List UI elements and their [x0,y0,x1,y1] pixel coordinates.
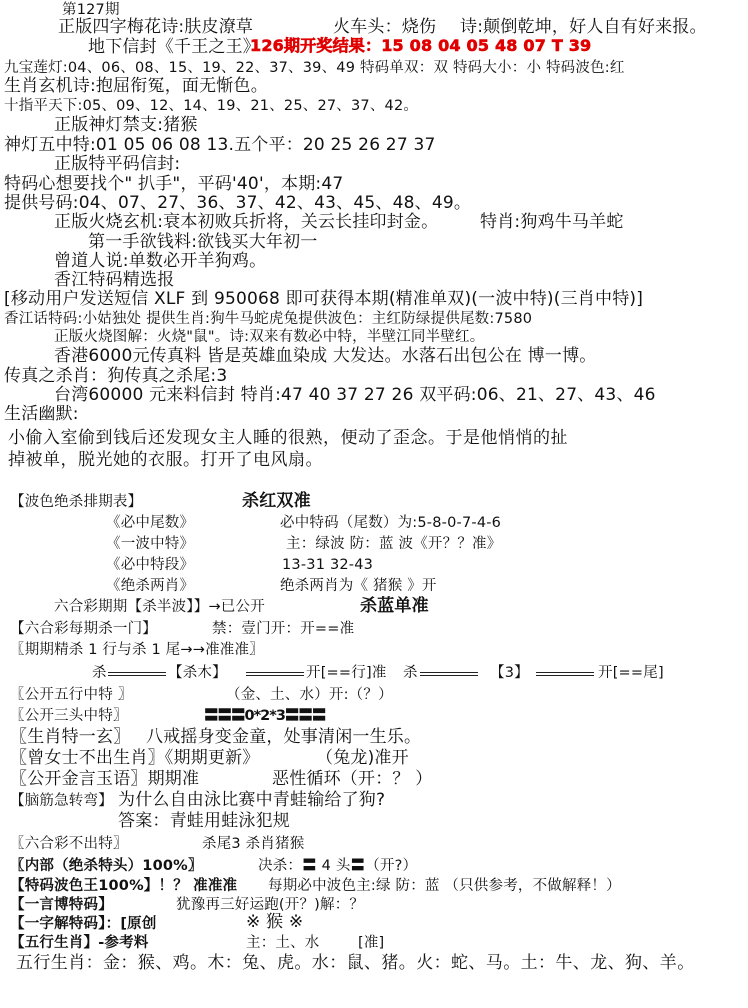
five-elements-value: （金、土、水）开:（？） [226,687,393,703]
poem-line: 诗:颠倒乾坤，好人自有好来报。 [460,17,707,37]
ten-fingers-line: 十指平天下:05、09、12、14、19、21、25、27、37、42。 [4,98,419,114]
humor-title: 生活幽默: [4,404,79,424]
five-elements-label: 〖公开五行中特 〗 [10,687,133,703]
plum-poem: 正版四字梅花诗:肤皮潦草 [58,17,254,37]
kill-one-door-label: 【六合彩每期杀一门】 [10,621,157,637]
kill-blue-single: 杀蓝单准 [360,596,429,616]
brain-teaser-answer: 答案：青蛙用蛙泳犯规 [118,811,290,831]
sms-promo: [移动用户发送短信 XLF 到 950068 即可获得本期(精准单双)(一波中特)(三肖中特)] [4,289,644,309]
five-zodiac-accurate: [准] [358,935,385,951]
kill-two-label: 《绝杀两肖》 [106,578,195,594]
one-word-bet-label: 【一言博特码】 [10,897,113,913]
half-wave-line: 六合彩期期【杀半波】】→已公开 [54,599,265,615]
humor-story-line1: 小偷入室偷到钱后还发现女主人睡的很熟，便动了歪念。于是他悄悄的扯 [8,428,568,448]
wave-king-value: 每期必中波色主:绿 防：蓝 （只供参考，不做解释！） [268,878,621,894]
double-rule [420,672,478,676]
five-zodiac-label: 【五行生肖】-参考料 [10,935,149,951]
lamp-forbidden: 正版神灯禁支:猪猴 [54,115,198,135]
lamp-five-special: 神灯五中特:01 05 06 08 13.五个平：20 25 26 27 37 [4,135,436,155]
provided-numbers: 提供号码:04、07、27、36、37、42、43、45、48、49。 [4,193,472,213]
inner-kill-label: 〖内部（绝杀特头）100%〗 [10,858,203,874]
fax-kill: 传真之杀肖：狗传真之杀尾:3 [4,366,228,386]
one-char-value: ※ 猴 ※ [246,912,304,932]
double-rule [536,672,594,676]
lotus-lamp-line: 九宝莲灯:04、06、08、15、19、22、37、39、49 特码单双：双 特码大小：小 特码波色:红 [4,60,625,76]
one-wave-value: 主：绿波 防：蓝 波《开？？准》 [286,536,502,552]
one-wave-label: 《一波中特》 [106,536,195,552]
special-zodiac: 特肖:狗鸡牛马羊蛇 [480,212,624,232]
golden-words-value: 恶性循环（开：？ ） [272,769,433,789]
hongkong-talk: 香江话特码:小姑独处 提供生肖:狗牛马蛇虎兔提供波色：主红防绿提供尾数:7580 [4,311,533,327]
first-hand-material: 第一手欲钱料:欲钱买大年初一 [88,232,318,252]
one-word-bet-value: 犹豫再三好运跑(开？)解：？ [176,897,365,913]
taiwan-envelope: 台湾60000 元来料信封 特肖:47 40 37 27 26 双平码:06、21、27、43、46 [54,385,656,405]
double-rule [108,672,166,676]
inner-kill-value: 决杀：〓 4 头〓（开?） [258,858,418,874]
ms-zeng-label: 〖曾女士不出生肖〗《期期更新》 [10,748,260,768]
must-tail-value: 必中特码（尾数）为:5-8-0-7-4-6 [280,515,502,531]
double-rule [246,672,304,676]
draw-result: 126期开奖结果：15 08 04 05 48 07 T 39 [250,36,592,55]
brain-teaser-label: 【脑筋急转弯】 [10,793,113,809]
must-tail-label: 《必中尾数》 [106,515,195,531]
open-tail: 开[==尾] [598,665,664,681]
period-number: 第127期 [62,2,120,18]
hongkong-selection-title: 香江特码精选报 [54,270,175,290]
zodiac-riddle-value: 八戒摇身变金童，处事清闲一生乐。 [146,727,422,747]
five-zodiac-main: 主：土、水 [246,935,320,951]
kill-char-1: 杀 [92,665,107,681]
brain-teaser-question: 为什么自由泳比赛中青蛙输给了狗? [118,790,386,810]
open-line: 开[==行]准 [306,665,387,681]
no-special-label: 〖六合彩不出特〗 [10,836,128,852]
golden-words-label: 〖公开金言玉语〗期期准 [10,769,200,789]
must-section-label: 《必中特段》 [106,557,195,573]
kill-red-double: 杀红双准 [242,491,311,511]
humor-story-line2: 掉被单，脱光她的衣服。打开了电风扇。 [8,450,323,470]
must-section-value: 13-31 32-43 [282,557,374,573]
kill-three: 【3】 [490,665,529,681]
wave-king-label: 【特码波色王100%】！？ 准准准 [10,878,238,894]
no-special-value: 杀尾3 杀肖猪猴 [202,836,305,852]
wave-kill-table-title: 【波色绝杀排期表】 [10,494,143,510]
special-pickpocket: 特码心想要找个" 扒手"，平码'40'，本期:47 [4,174,344,194]
kill-char-2: 杀 [403,665,418,681]
three-heads-value: 〓〓〓0*2*3〓〓〓 [204,708,326,724]
ms-zeng-value: （兔龙)准开 [316,748,409,768]
special-envelope: 正版特平码信封: [54,154,181,174]
kill-wood: 【杀木】 [168,665,227,681]
train-head: 火车头：烧伤 [333,17,437,37]
hk-fax-line: 香港6000元传真料 皆是英雄血染成 大发达。水落石出包公在 博一博。 [54,346,597,366]
kill-two-value: 绝杀两肖为《 猪猴 》开 [280,578,437,594]
three-heads-label: 〖公开三头中特〗 [10,708,128,724]
underground-envelope: 地下信封《千王之王》 [88,37,260,57]
fire-mystery: 正版火烧玄机:衰本初败兵折将，关云长挂印封金。 [54,212,439,232]
one-char-label: 【一字解特码】：[原创 [10,916,157,932]
kill-line-tail-title: 〖期期精杀 1 行与杀 1 尾→→准准准〗 [10,642,264,658]
five-elements-zodiac-table: 五行生肖：金：猴、鸡。木：兔、虎。水：鼠、猪。火：蛇、马。土：牛、龙、狗、羊。 [16,953,695,973]
zodiac-riddle-label: 〖生肖特一玄〗 [10,727,131,747]
kill-one-door-value: 禁：壹门开：开==准 [212,621,355,637]
zodiac-mystery-poem: 生肖玄机诗:抱屈衔冤，面无惭色。 [4,76,268,96]
taoist-says: 曾道人说:单数必开羊狗鸡。 [54,251,267,271]
fire-diagram: 正版火烧图解：火烧"鼠"。诗:双来有数必中特，半壁江同半壁红。 [54,329,485,345]
